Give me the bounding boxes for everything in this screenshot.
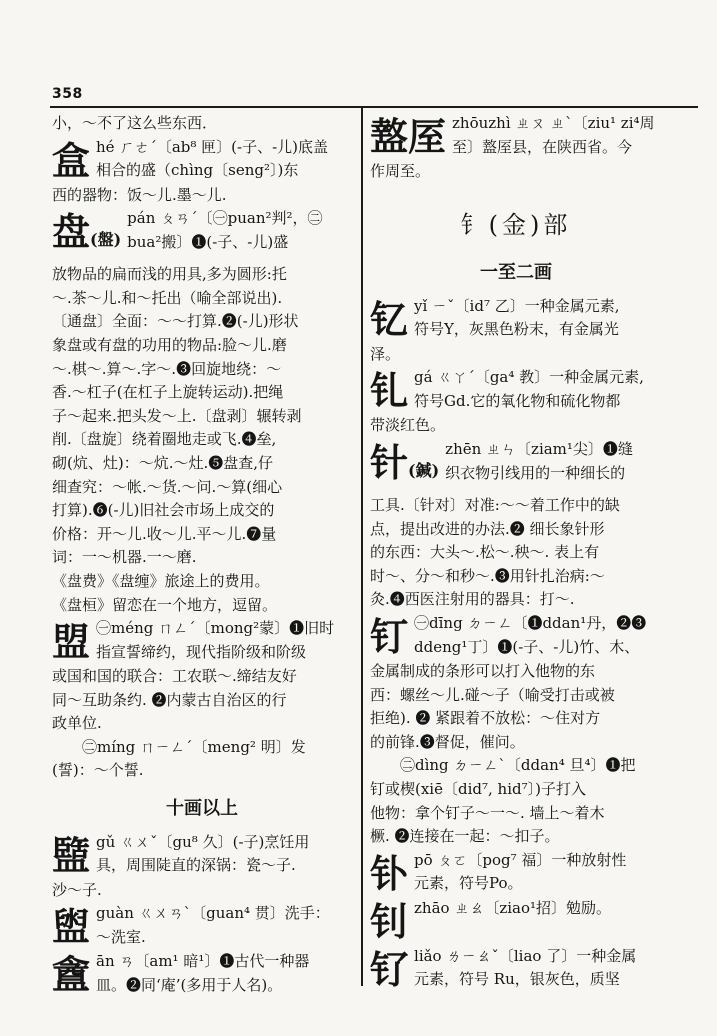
entry-line: 《盘桓》留恋在一个地方，逗留。 bbox=[52, 595, 278, 614]
entry-line: 沙～子. bbox=[52, 880, 102, 899]
headword: 钊 bbox=[370, 898, 409, 944]
entry-an bbox=[52, 950, 352, 998]
page-number: 358 bbox=[52, 86, 83, 102]
entry-line: 词：一～机器.一～磨. bbox=[52, 548, 197, 567]
headword: 盦 bbox=[52, 952, 91, 998]
entry-line: 橛. ❷连接在一起：～扣子。 bbox=[370, 827, 560, 846]
entry-line: gǔ ㄍㄨˇ〔gu⁸ 久〕(-子)烹饪用 bbox=[96, 832, 310, 851]
headword: 盥 bbox=[52, 904, 91, 950]
entry-line: zhēn ㄓㄣ〔ziam¹尖〕❶缝 bbox=[445, 439, 633, 458]
entry-line: pō ㄆㄛ〔pog⁷ 福〕一种放射性 bbox=[414, 850, 627, 869]
entry-line: 作周至。 bbox=[370, 162, 431, 180]
entry-line: ～.茶～儿.和～托出（喻全部说出). bbox=[52, 288, 283, 307]
headword: 钌 bbox=[370, 946, 409, 992]
entry-line: ㊀méng ㄇㄥˊ〔mong²蒙〕❶旧时 bbox=[96, 619, 335, 638]
entry-line: ddeng¹丁〕❶(-子、-儿)竹、木、 bbox=[414, 637, 640, 656]
entry-guan bbox=[52, 902, 352, 950]
headword bbox=[52, 209, 121, 263]
entry-line: ān ㄢ〔am¹ 暗¹〕❶古代一种器 bbox=[96, 952, 310, 971]
entry-line: 放物品的扁而浅的用具,多为圆形:托 bbox=[52, 265, 287, 284]
entry-line: ㊁míng ㄇㄧㄥˊ〔meng² 明〕发 bbox=[82, 737, 306, 756]
right-column bbox=[370, 112, 662, 993]
entry-line: 泽。 bbox=[370, 344, 401, 363]
headword: 钉 bbox=[370, 613, 409, 659]
entry-zhouzhi bbox=[370, 112, 662, 184]
entry-line: 削.〔盘旋〕绕着圈地走或飞.❹垒, bbox=[52, 430, 277, 449]
entry-line: 时～、分～和秒～.❸用针扎治病:～ bbox=[370, 566, 605, 585]
left-column bbox=[52, 112, 352, 998]
entry-he bbox=[52, 136, 352, 208]
entry-line: 象盘或有盘的功用的物品:脸～儿.磨 bbox=[52, 335, 287, 354]
entry-pan bbox=[52, 207, 352, 617]
entry-line: 政单位. bbox=[52, 714, 102, 733]
entry-zhao bbox=[370, 897, 662, 945]
entry-line: hé ㄏㄜˊ〔ab⁸ 匣〕(-子、-儿)底盖 bbox=[96, 137, 328, 156]
entry-line: 的东西：大头～.松～.秧～. 表上有 bbox=[370, 543, 600, 562]
entry-line: zhōuzhì ㄓㄡ ㄓˋ〔ziu¹ zi⁴周 bbox=[452, 114, 655, 132]
headword: 钇 bbox=[370, 296, 409, 342]
entry-line: 钉或楔(xiē〔did⁷, hid⁷〕)子打入 bbox=[370, 779, 586, 798]
entry-liao bbox=[370, 945, 662, 993]
entry-line: (誓)：～个誓. bbox=[52, 761, 144, 780]
entry-line: 西的器物：饭～儿.墨～儿. bbox=[52, 185, 227, 204]
entry-line: gá ㄍㄚˊ〔ga⁴ 教〕一种金属元素, bbox=[414, 368, 644, 387]
entry-line: 点，提出改进的办法.❷ 细长象针形 bbox=[370, 519, 605, 538]
entry-line: 同～互助条约. ❷内蒙古自治区的行 bbox=[52, 690, 287, 709]
section-title-one-two: 一至二画 bbox=[480, 262, 552, 284]
entry-line: yǐ ㄧˇ〔id⁷ 乙〕一种金属元素, bbox=[414, 296, 620, 315]
entry-line: ㊁dìng ㄉㄧㄥˋ〔ddan⁴ 旦⁴〕❶把 bbox=[400, 756, 636, 775]
entry-line: 拒绝). ❷ 紧跟着不放松：～住对方 bbox=[370, 709, 601, 728]
top-rule bbox=[50, 106, 698, 108]
headword bbox=[370, 440, 439, 494]
entry-line: 符号Gd.它的氧化物和硫化物都 bbox=[414, 391, 621, 410]
entry-line: 子～起来.把头发～上.〔盘剥〕辗转剥 bbox=[52, 406, 302, 425]
headword: 钋 bbox=[370, 850, 409, 896]
entry-gu bbox=[52, 831, 352, 903]
entry-line: 打算).❻(-儿)旧社会市场上成交的 bbox=[52, 501, 275, 520]
entry-ding bbox=[370, 612, 662, 849]
entry-line: guàn ㄍㄨㄢˋ〔guan⁴ 贯〕洗手： bbox=[96, 904, 330, 923]
entry-line: 带淡红色。 bbox=[370, 416, 446, 435]
entry-line: 《盘费》《盘缠》旅途上的费用。 bbox=[52, 571, 270, 590]
entry-line: ～.棋～.算～.字～.❸回旋地绕：～ bbox=[52, 359, 282, 378]
headword-char: 针 bbox=[370, 439, 409, 485]
entry-line: 元素，符号 Ru，银灰色，质坚 bbox=[414, 970, 620, 989]
entry-line: 至〕盩厔县，在陕西省。今 bbox=[452, 137, 633, 156]
entry-line: 价格：开～儿.收～儿.平～儿.❼量 bbox=[52, 524, 277, 543]
headword: 盩厔 bbox=[370, 114, 447, 159]
entry-line: 指宣誓缔约，现代指阶级和阶级 bbox=[96, 642, 307, 661]
entry-line: 金属制成的条形可以打入他物的东 bbox=[370, 661, 596, 680]
entry-po bbox=[370, 849, 662, 897]
entry-ga bbox=[370, 366, 662, 438]
entry-line: 工具.〔针对〕对准:～～着工作中的缺 bbox=[370, 495, 620, 514]
entry-line: ㊀dīng ㄉㄧㄥ〔❶ddan¹丹，❷❸ bbox=[414, 613, 647, 632]
entry-line: 符号Y，灰黑色粉末，有金属光 bbox=[414, 320, 619, 339]
radical-heading: 钅(金)部 bbox=[460, 210, 572, 239]
entry-line: 砌(炕、灶)：～炕.～灶.❺盘查,仔 bbox=[52, 453, 274, 472]
entry-line: pán ㄆㄢˊ〔㊀puan²判²，㊁ bbox=[127, 209, 323, 228]
headword: 盬 bbox=[52, 832, 91, 878]
entry-line: 灸.❹西医注射用的器具：打～. bbox=[370, 590, 575, 609]
entry-line: zhāo ㄓㄠ〔ziao¹招〕勉励。 bbox=[414, 898, 612, 917]
headword: 盒 bbox=[52, 137, 91, 183]
entry-line: 的前锋.❸督促，催问。 bbox=[370, 732, 525, 751]
entry-line: 他物：拿个钉子～一～. 墙上～着木 bbox=[370, 803, 605, 822]
headword: 盟 bbox=[52, 619, 91, 665]
continuation-line: 小，～不了这么些东西． bbox=[52, 114, 218, 132]
entry-line: 香.～杠子(在杠子上旋转运动).把绳 bbox=[52, 383, 284, 402]
headword-variant: (鍼) bbox=[408, 460, 440, 480]
entry-line: 细查究：～帐.～货.～问.～算(细心 bbox=[52, 477, 283, 496]
entry-line: 相合的盛（chìng〔seng²〕)东 bbox=[96, 161, 299, 180]
headword-char: 盘 bbox=[52, 209, 91, 255]
headword: 钆 bbox=[370, 368, 409, 414]
entry-line: 西：螺丝～儿.碰～子（喻受打击或被 bbox=[370, 685, 615, 704]
entry-zhen bbox=[370, 438, 662, 612]
entry-meng bbox=[52, 617, 352, 783]
entry-line: ～洗室. bbox=[96, 927, 146, 946]
entry-line: 具，周围陡直的深锅：瓷～子. bbox=[96, 856, 296, 875]
column-divider bbox=[361, 106, 363, 986]
entry-line: 织衣物引线用的一种细长的 bbox=[445, 463, 626, 482]
entry-line: liǎo ㄌㄧㄠˇ〔liao 了〕一种金属 bbox=[414, 946, 637, 965]
entry-line: 〔通盘〕全面：～～打算.❷(-儿)形状 bbox=[52, 312, 299, 331]
entry-yi bbox=[370, 295, 662, 367]
headword-variant: (盤) bbox=[90, 230, 122, 250]
entry-line: bua²搬〕❶(-子、-儿)盛 bbox=[127, 232, 289, 251]
entry-line: 元素，符号Po。 bbox=[414, 874, 523, 893]
entry-line: 或国和国的联合：工农联～.缔结友好 bbox=[52, 667, 297, 686]
section-title-ten-plus: 十画以上 bbox=[166, 798, 238, 820]
entry-line: 皿。❷同‘庵’(多用于人名)。 bbox=[96, 975, 283, 994]
